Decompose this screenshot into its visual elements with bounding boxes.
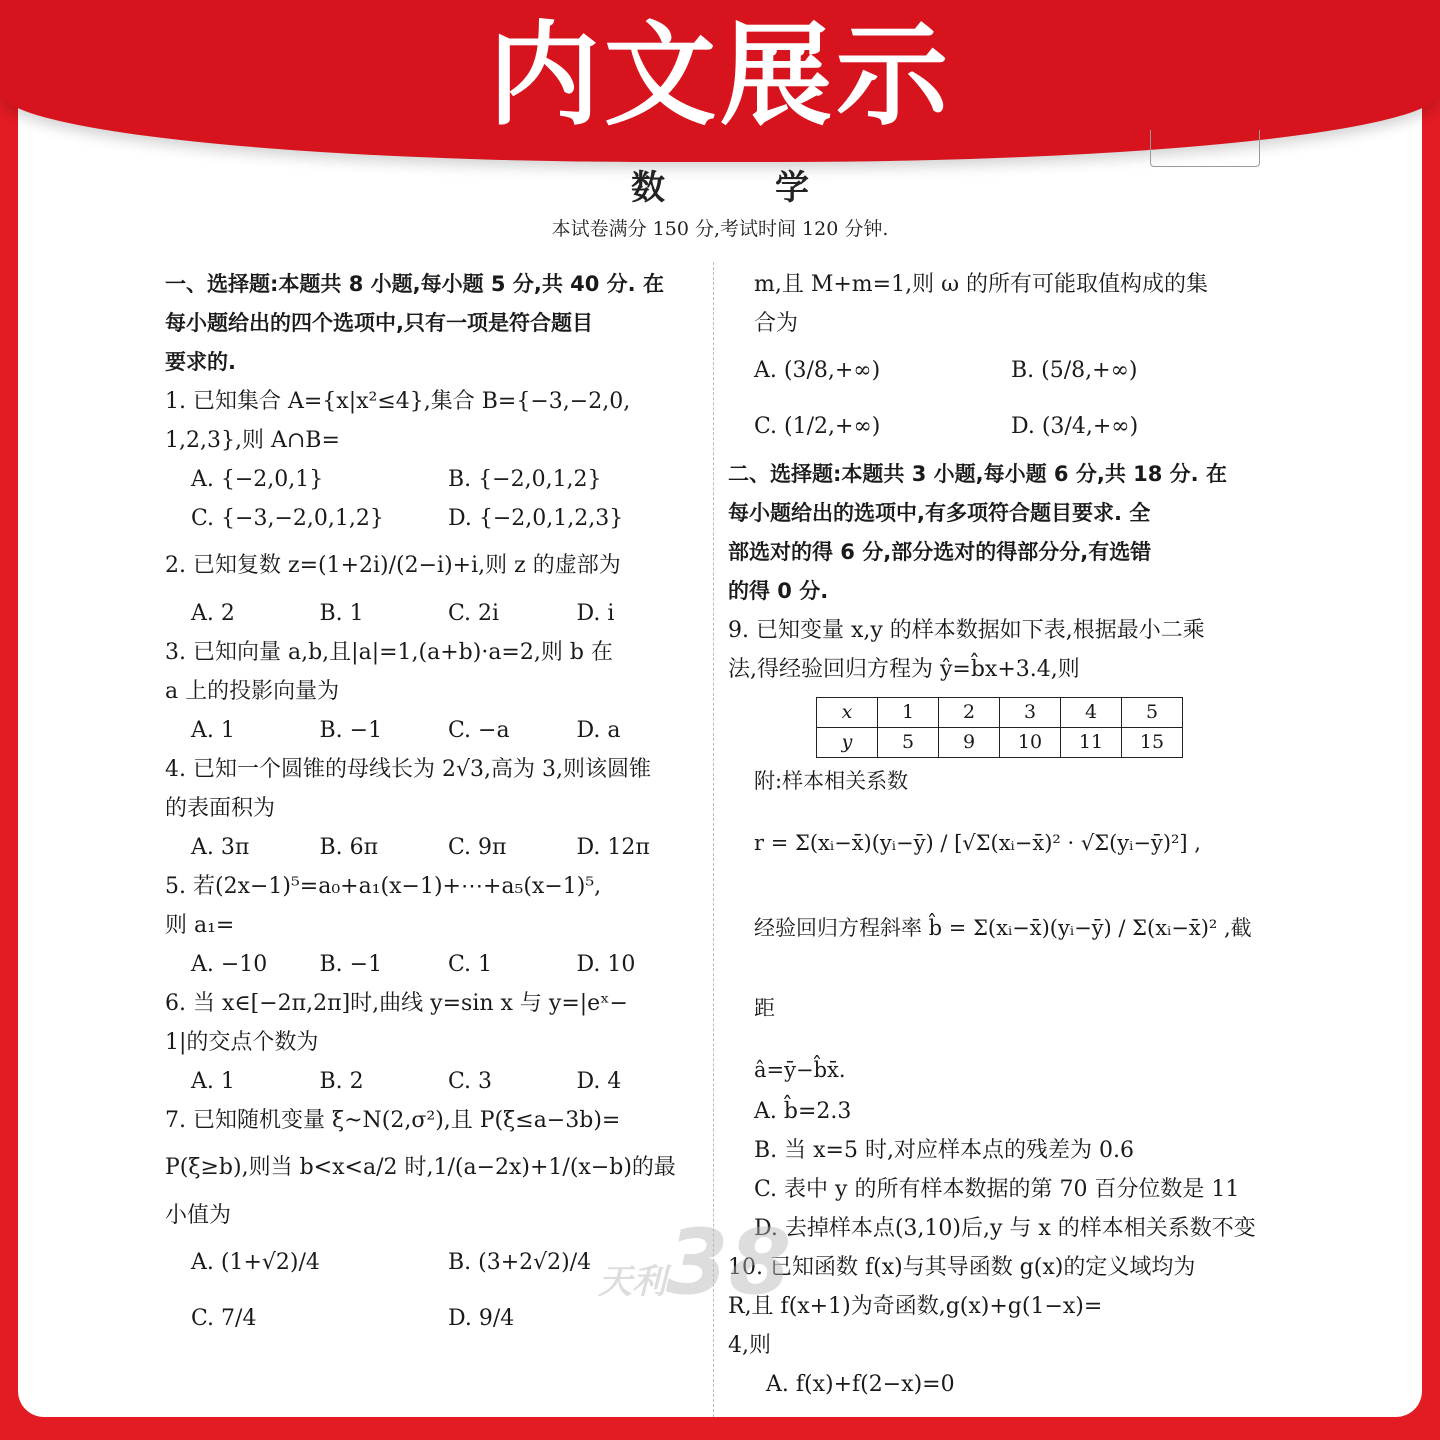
text-line: 二、选择题:本题共 3 小题,每小题 6 分,共 18 分. 在 xyxy=(728,462,1227,486)
option: C. 7/4 xyxy=(191,1306,257,1331)
question-3 xyxy=(165,633,705,711)
text-line: 9. 已知变量 x,y 的样本数据如下表,根据最小二乘 xyxy=(728,618,1205,643)
text-line: R,且 f(x+1)为奇函数,g(x)+g(1−x)= xyxy=(728,1294,1103,1319)
text-line: 小值为 xyxy=(165,1203,232,1228)
text-line: 7. 已知随机变量 ξ~N(2,σ²),且 P(ξ≤a−3b)= xyxy=(165,1108,621,1133)
question-4-options xyxy=(165,828,705,867)
table-cell: 5 xyxy=(878,728,939,758)
option: C. 1 xyxy=(448,952,493,977)
option: D. 去掉样本点(3,10)后,y 与 x 的样本相关系数不变 xyxy=(754,1216,1256,1241)
table-row xyxy=(817,728,1183,758)
question-8-tail xyxy=(728,265,1268,343)
watermark-text: 天利 xyxy=(598,1262,666,1302)
subject-title: 数 学 xyxy=(631,168,847,208)
question-10 xyxy=(728,1248,1268,1365)
question-8-options xyxy=(728,343,1268,455)
option: A. (1+√2)/4 xyxy=(191,1250,320,1275)
table-cell: 10 xyxy=(1000,728,1061,758)
text-line: 要求的. xyxy=(165,350,236,374)
section-2-heading xyxy=(728,455,1268,611)
right-column xyxy=(728,265,1268,1404)
option: B. −1 xyxy=(319,718,383,743)
question-1-options xyxy=(165,460,705,538)
question-10-options xyxy=(728,1365,1268,1404)
text-line: 10. 已知函数 f(x)与其导函数 g(x)的定义域均为 xyxy=(728,1255,1196,1280)
section-1-heading xyxy=(165,265,705,382)
table-cell: 9 xyxy=(939,728,1000,758)
formula-b: 经验回归方程斜率 b̂ = Σ(xᵢ−x̄)(yᵢ−ȳ) / Σ(xᵢ−x̄)² ,截距 xyxy=(754,916,1252,1020)
text-line: 则 a₁= xyxy=(165,913,235,938)
table-cell: y xyxy=(817,728,878,758)
option: C. (1/2,+∞) xyxy=(754,414,881,439)
text-line: a 上的投影向量为 xyxy=(165,679,340,704)
option: B. (5/8,+∞) xyxy=(1011,358,1138,383)
option: B. {−2,0,1,2} xyxy=(448,467,602,492)
text-line: m,且 M+m=1,则 ω 的所有可能取值构成的集 xyxy=(754,272,1209,297)
option: B. 1 xyxy=(319,601,364,626)
formula-r: r = Σ(xᵢ−x̄)(yᵢ−ȳ) / [√Σ(xᵢ−x̄)² · √Σ(yᵢ−ȳ)²] , xyxy=(754,831,1201,855)
appendix-label: 附:样本相关系数 xyxy=(754,769,909,793)
question-3-options xyxy=(165,711,705,750)
option: A. 1 xyxy=(191,718,235,743)
left-column xyxy=(165,265,705,1347)
table-cell: 3 xyxy=(1000,698,1061,728)
exam-note: 本试卷满分 150 分,考试时间 120 分钟. xyxy=(551,218,889,240)
text-line: 的得 0 分. xyxy=(728,579,829,603)
option: A. 3π xyxy=(191,835,250,860)
text-line: 4,则 xyxy=(728,1333,771,1358)
option: D. 10 xyxy=(576,952,636,977)
option: A. {−2,0,1} xyxy=(191,467,324,492)
option: D. {−2,0,1,2,3} xyxy=(448,506,624,531)
option: A. (3/8,+∞) xyxy=(754,358,881,383)
text-line: 1,2,3},则 A∩B= xyxy=(165,428,340,453)
text-line: P(ξ≥b),则当 b<x<a/2 时,1/(a−2x)+1/(x−b)的最 xyxy=(165,1155,676,1180)
text-line: 每小题给出的四个选项中,只有一项是符合题目 xyxy=(165,311,593,335)
text-line: 5. 若(2x−1)⁵=a₀+a₁(x−1)+⋯+a₅(x−1)⁵, xyxy=(165,874,602,899)
option: C. 表中 y 的所有样本数据的第 70 百分位数是 11 xyxy=(754,1177,1240,1202)
table-cell: 2 xyxy=(939,698,1000,728)
option: B. (3+2√2)/4 xyxy=(448,1250,592,1275)
option: D. 12π xyxy=(576,835,650,860)
option: D. i xyxy=(576,601,615,626)
option: B. 6π xyxy=(319,835,379,860)
option: C. {−3,−2,0,1,2} xyxy=(191,506,384,531)
option: C. 3 xyxy=(448,1069,493,1094)
table-cell: 5 xyxy=(1122,698,1183,728)
option: A. 2 xyxy=(191,601,235,626)
option: D. (3/4,+∞) xyxy=(1011,414,1139,439)
watermark-number: 38 xyxy=(666,1210,792,1315)
text-line: 一、选择题:本题共 8 小题,每小题 5 分,共 40 分. 在 xyxy=(165,272,664,296)
option: B. −1 xyxy=(319,952,383,977)
table-cell: 4 xyxy=(1061,698,1122,728)
option: C. −a xyxy=(448,718,510,743)
question-1 xyxy=(165,382,705,460)
option: D. 4 xyxy=(576,1069,622,1094)
text-line: 4. 已知一个圆锥的母线长为 2√3,高为 3,则该圆锥 xyxy=(165,757,651,782)
table-cell: 11 xyxy=(1061,728,1122,758)
table-row xyxy=(817,698,1183,728)
text-line: 3. 已知向量 a,b,且|a|=1,(a+b)·a=2,则 b 在 xyxy=(165,640,613,665)
text-line: 每小题给出的选项中,有多项符合题目要求. 全 xyxy=(728,501,1151,525)
option: C. 2i xyxy=(448,601,500,626)
question-5-options xyxy=(165,945,705,984)
option: C. 9π xyxy=(448,835,507,860)
option: D. 9/4 xyxy=(448,1306,515,1331)
option: D. a xyxy=(576,718,621,743)
banner-title: 内文展示 xyxy=(488,11,952,141)
text-line: 部选对的得 6 分,部分选对的得部分分,有选错 xyxy=(728,540,1152,564)
sample-data-table xyxy=(816,697,1183,758)
question-6 xyxy=(165,984,705,1062)
option: A. 1 xyxy=(191,1069,235,1094)
text-line: 法,得经验回归方程为 ŷ=b̂x+3.4,则 xyxy=(728,657,1080,682)
table-cell: 1 xyxy=(878,698,939,728)
question-6-options xyxy=(165,1062,705,1101)
text-line: 1. 已知集合 A={x|x²≤4},集合 B={−3,−2,0, xyxy=(165,389,631,414)
option: A. f(x)+f(2−x)=0 xyxy=(766,1372,955,1397)
question-9-options xyxy=(728,1092,1268,1248)
formula-a: â=ȳ−b̂x̄. xyxy=(754,1058,846,1082)
text-line: 的表面积为 xyxy=(165,796,276,821)
option: A. −10 xyxy=(191,952,268,977)
option: B. 当 x=5 时,对应样本点的残差为 0.6 xyxy=(754,1138,1134,1163)
question-5 xyxy=(165,867,705,945)
text-line: 6. 当 x∈[−2π,2π]时,曲线 y=sin x 与 y=|eˣ− xyxy=(165,991,628,1016)
option: A. b̂=2.3 xyxy=(754,1099,852,1124)
question-2: 2. 已知复数 z=(1+2i)/(2−i)+i,则 z 的虚部为 xyxy=(165,553,621,578)
watermark-logo xyxy=(598,1210,791,1315)
question-9 xyxy=(728,611,1268,689)
text-line: 1|的交点个数为 xyxy=(165,1030,319,1055)
question-2-options xyxy=(165,594,705,633)
table-cell: x xyxy=(817,698,878,728)
question-4 xyxy=(165,750,705,828)
option: B. 2 xyxy=(319,1069,364,1094)
text-line: 合为 xyxy=(754,311,799,336)
table-cell: 15 xyxy=(1122,728,1183,758)
